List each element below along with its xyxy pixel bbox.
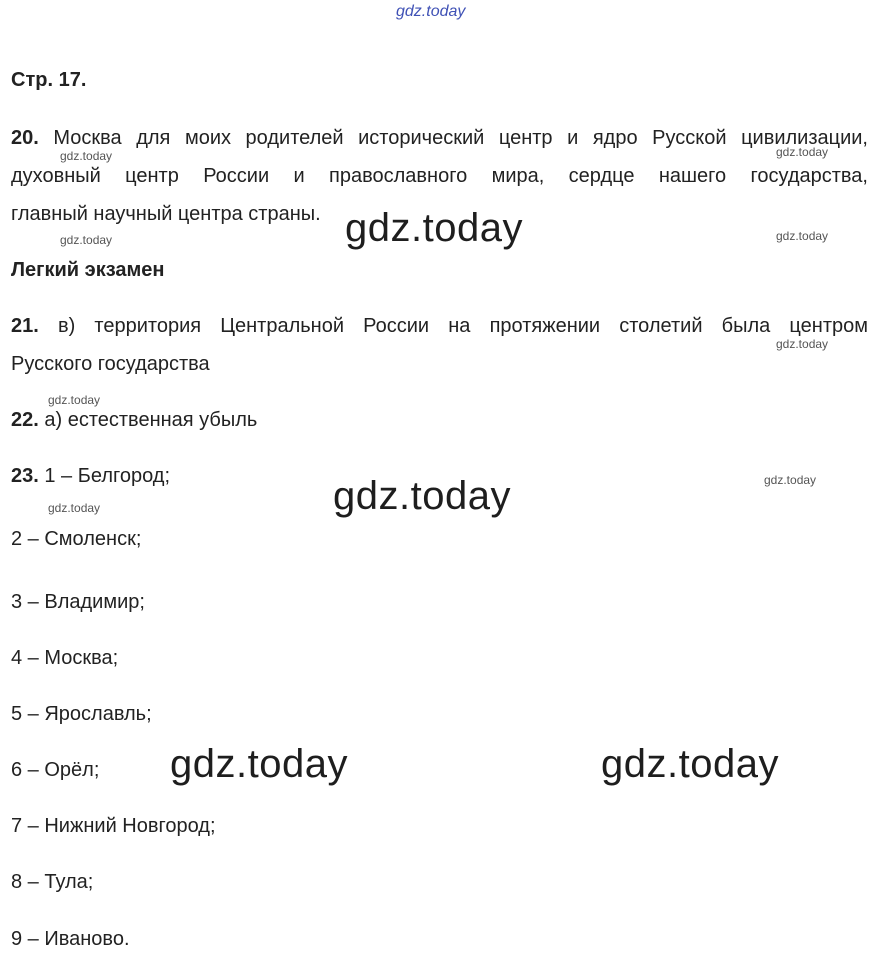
q21-line2: Русского государства [11,353,210,375]
q22-answer [11,408,257,432]
q21-text-line1: в) территория Центральной России на протяжении столетий была центром [57,315,868,337]
q23-number: 23. [11,465,39,487]
q20-text-line1: Москва для моих родителей исторический центр и ядро Русской цивилизации, [53,127,868,149]
q21-number: 21. [11,315,39,337]
q23-item-4: 4 – Москва; [11,647,119,669]
watermark-small: gdz.today [48,501,101,515]
q23-item-1-text: 1 – Белгород; [44,465,170,487]
watermark-large: gdz.today [333,474,511,518]
watermark-small: gdz.today [60,233,113,247]
watermark-small: gdz.today [776,229,829,243]
section-title: Легкий экзамен [11,259,165,281]
q23-item-5: 5 – Ярославль; [11,703,152,725]
q22-text: а) естественная убыль [44,409,258,431]
page-label: Стр. 17. [11,69,87,91]
q23-item-9: 9 – Иваново. [11,928,130,950]
q23-item-8: 8 – Тула; [11,871,94,893]
watermark-small: gdz.today [776,145,829,159]
q22-number: 22. [11,409,39,431]
watermark-small: gdz.today [48,393,101,407]
q23-item-7: 7 – Нижний Новгород; [11,815,216,837]
watermark-small: gdz.today [776,337,829,351]
q20-line1 [11,126,868,150]
q23-item-6: 6 – Орёл; [11,759,100,781]
q20-line3: главный научный центра страны. [11,203,321,225]
watermark-small: gdz.today [764,473,817,487]
watermark-large: gdz.today [170,742,348,786]
watermark-large: gdz.today [345,206,523,250]
q20-number: 20. [11,127,39,149]
watermark-top: gdz.today [396,3,466,20]
watermark-large: gdz.today [601,742,779,786]
q23-item-1 [11,464,170,488]
q20-line2: духовный центр России и православного мира, сердце нашего государства, [11,165,868,187]
q21-line1 [11,314,868,338]
watermark-small: gdz.today [60,149,113,163]
q23-item-3: 3 – Владимир; [11,591,145,613]
q23-item-2: 2 – Смоленск; [11,528,142,550]
